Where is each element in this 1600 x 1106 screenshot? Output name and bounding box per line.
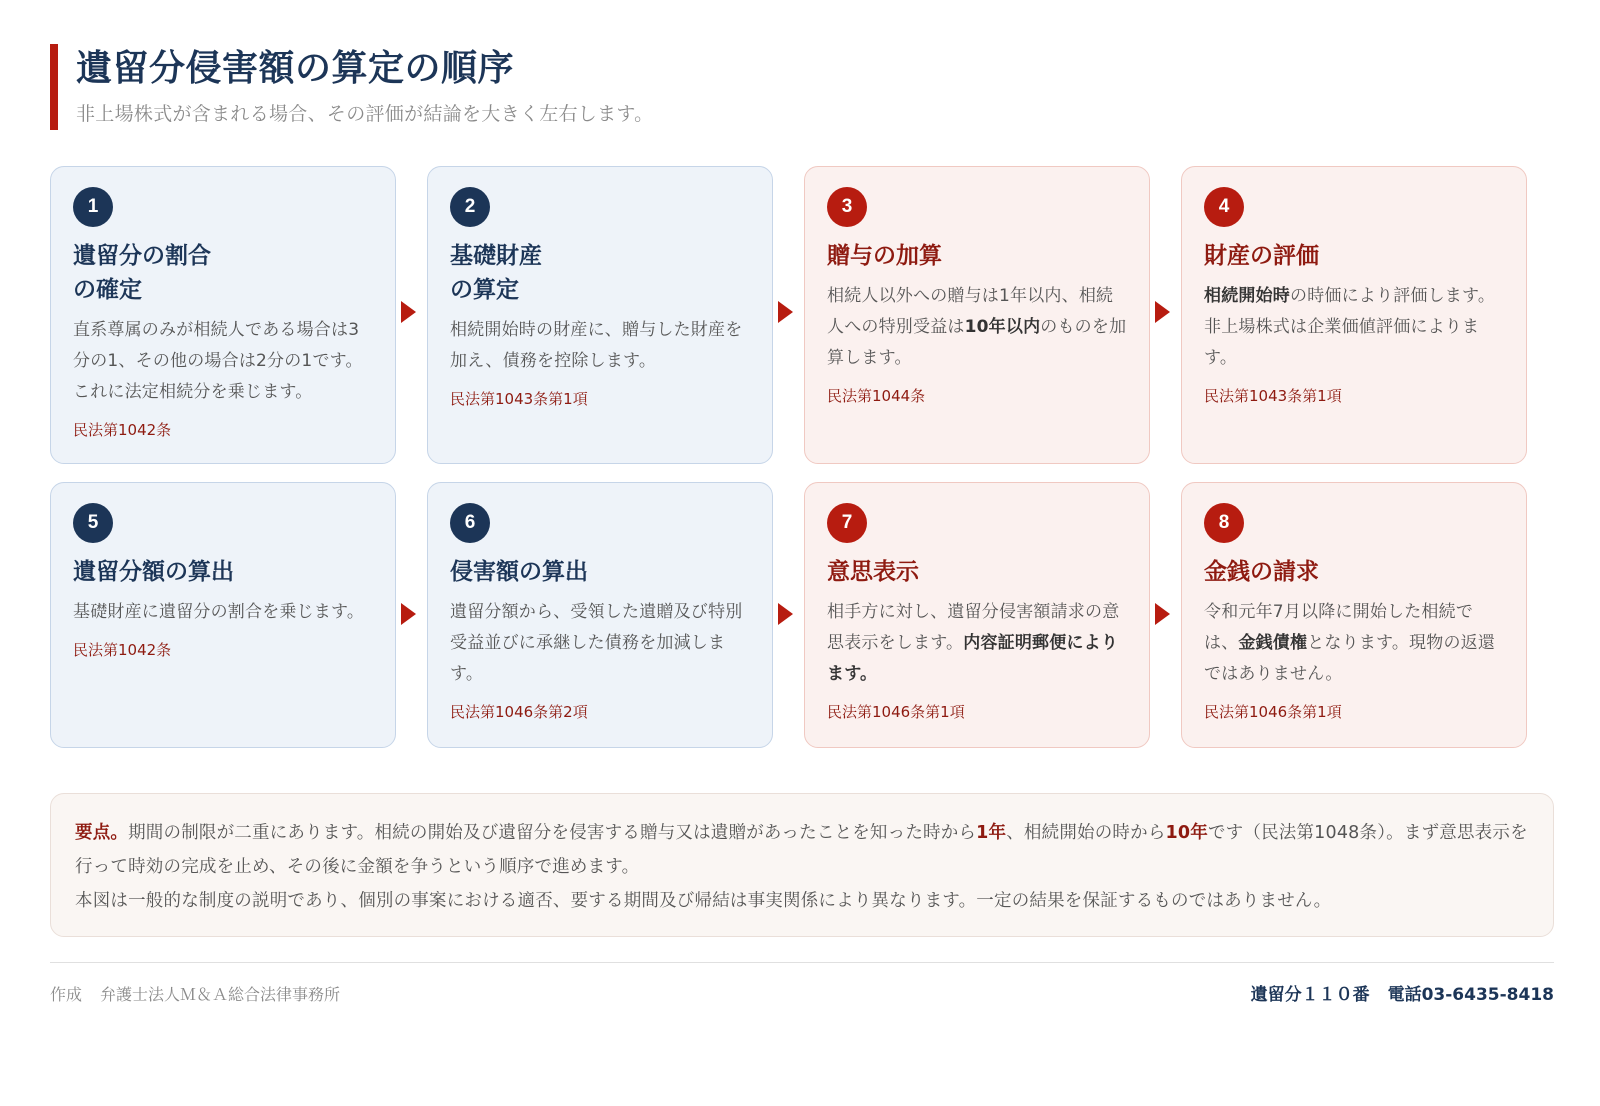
step-description-text: 相続人以外への贈与は1年以内、相続人への特別受益は: [827, 286, 1114, 337]
note-disclaimer: 本図は一般的な制度の説明であり、個別の事案における適否、要する期間及び帰結は事実関係により異なります。一定の結果を保証するものではありません。: [75, 891, 1332, 911]
step-card-1: [50, 166, 396, 464]
step-number-badge: 5: [73, 503, 113, 543]
step-legal-reference: 民法第1046条第2項: [450, 703, 588, 721]
step-card-5: [50, 482, 396, 748]
step-title: [73, 555, 375, 589]
key-points-note: [50, 793, 1554, 937]
footer-service: 遺留分１１０番: [1250, 985, 1370, 1005]
step-title-line-1: 遺留分の割合: [73, 243, 211, 269]
step-description-text: 遺留分額から、受領した遺贈及び特別受益並びに承継した債務を加減します。: [450, 602, 743, 684]
step-description-text: 相続開始時の財産に、贈与した財産を加え、債務を控除します。: [450, 320, 743, 371]
step-title: [1204, 239, 1506, 273]
step-title-line-1: 基礎財産: [450, 243, 542, 269]
note-text-c: 、相続開始の時から: [1006, 823, 1166, 843]
step-description-text: 相手方に対し、遺留分侵害額請求の意思表示をします。: [827, 602, 1120, 653]
note-highlight-10year: 10年: [1165, 823, 1208, 843]
note-key: 要点。: [75, 823, 129, 843]
flow-arrow-icon: [1155, 301, 1170, 323]
step-number-badge: 7: [827, 503, 867, 543]
note-text-e: です（民法第1048条）。まず意思表示を行って時効の完成を止め、その後に金額を争うという順序で進めます。: [75, 823, 1528, 877]
step-number-badge: 4: [1204, 187, 1244, 227]
step-title-line-2: の算定: [450, 277, 519, 303]
step-description: [827, 597, 1129, 690]
step-description: [1204, 281, 1506, 374]
step-title: [450, 555, 752, 589]
footer-contact: [1251, 980, 1554, 1005]
step-description: [1204, 597, 1506, 690]
step-description-text: 令和元年7月以降に開始した相続では、: [1204, 602, 1474, 653]
note-text-a: 期間の制限が二重にあります。相続の開始及び遺留分を侵害する贈与又は遺贈があったことを知った時から: [128, 823, 977, 843]
step-title: [450, 239, 752, 307]
step-title: [1204, 555, 1506, 589]
step-legal-reference: 民法第1046条第1項: [1204, 703, 1342, 721]
step-description-text: 直系尊属のみが相続人である場合は3分の1、その他の場合は2分の1です。これに法定相続分を乗じます。: [73, 320, 363, 402]
page-title: 遺留分侵害額の算定の順序: [76, 48, 515, 89]
step-legal-reference: 民法第1042条: [73, 641, 172, 659]
step-title-line-1: 贈与の加算: [827, 243, 942, 269]
step-description-text: 基礎財産に遺留分の割合を乗じます。: [73, 602, 365, 622]
step-title: [827, 555, 1129, 589]
step-title-line-1: 財産の評価: [1204, 243, 1319, 269]
note-highlight-1year: 1年: [976, 823, 1007, 843]
step-number-badge: 3: [827, 187, 867, 227]
step-number-badge: 6: [450, 503, 490, 543]
step-legal-reference: 民法第1043条第1項: [1204, 387, 1342, 405]
footer-author: [50, 982, 340, 1005]
step-card-7: [804, 482, 1150, 748]
step-legal-reference: 民法第1043条第1項: [450, 390, 588, 408]
footer-divider: [50, 962, 1554, 963]
step-description-emphasis: 相続開始時: [1204, 286, 1290, 306]
step-description: [827, 281, 1129, 374]
flow-arrow-icon: [1155, 603, 1170, 625]
step-title: [827, 239, 1129, 273]
flow-arrow-icon: [778, 603, 793, 625]
step-card-8: [1181, 482, 1527, 748]
step-title-line-1: 金銭の請求: [1204, 559, 1319, 585]
flow-arrow-icon: [401, 301, 416, 323]
step-description: [73, 597, 375, 628]
step-title-line-1: 意思表示: [827, 559, 919, 585]
step-title-line-2: の確定: [73, 277, 142, 303]
header: [50, 44, 1550, 130]
step-number-badge: 2: [450, 187, 490, 227]
step-description-text: となります。現物の返還ではありません。: [1204, 633, 1496, 684]
step-title: [73, 239, 375, 307]
flow-arrow-icon: [401, 603, 416, 625]
step-legal-reference: 民法第1046条第1項: [827, 703, 965, 721]
footer-label: 作成: [50, 985, 83, 1004]
flow-arrow-icon: [778, 301, 793, 323]
step-description: [450, 315, 752, 377]
step-legal-reference: 民法第1042条: [73, 421, 172, 439]
step-number-badge: 1: [73, 187, 113, 227]
step-title-line-1: 遺留分額の算出: [73, 559, 234, 585]
step-description-text: のものを加算します。: [827, 317, 1127, 368]
note-paragraph-1: [75, 816, 1529, 884]
step-number-badge: 8: [1204, 503, 1244, 543]
step-card-2: [427, 166, 773, 464]
step-card-3: [804, 166, 1150, 464]
step-description-emphasis: 内容証明郵便によります。: [827, 633, 1119, 684]
page-subtitle: 非上場株式が含まれる場合、その評価が結論を大きく左右します。: [76, 103, 654, 125]
step-description: [73, 315, 375, 408]
step-title-line-1: 侵害額の算出: [450, 559, 588, 585]
step-description-emphasis: 金銭債権: [1238, 633, 1308, 653]
step-description-text: の時価により評価します。非上場株式は企業価値評価によります。: [1204, 286, 1496, 368]
step-card-4: [1181, 166, 1527, 464]
step-card-6: [427, 482, 773, 748]
step-legal-reference: 民法第1044条: [827, 387, 926, 405]
footer-firm: 弁護士法人Ｍ＆Ａ総合法律事務所: [100, 985, 341, 1004]
step-description: [450, 597, 752, 690]
step-description-emphasis: 10年以内: [964, 317, 1041, 337]
footer-phone: 電話03-6435-8418: [1387, 985, 1554, 1005]
